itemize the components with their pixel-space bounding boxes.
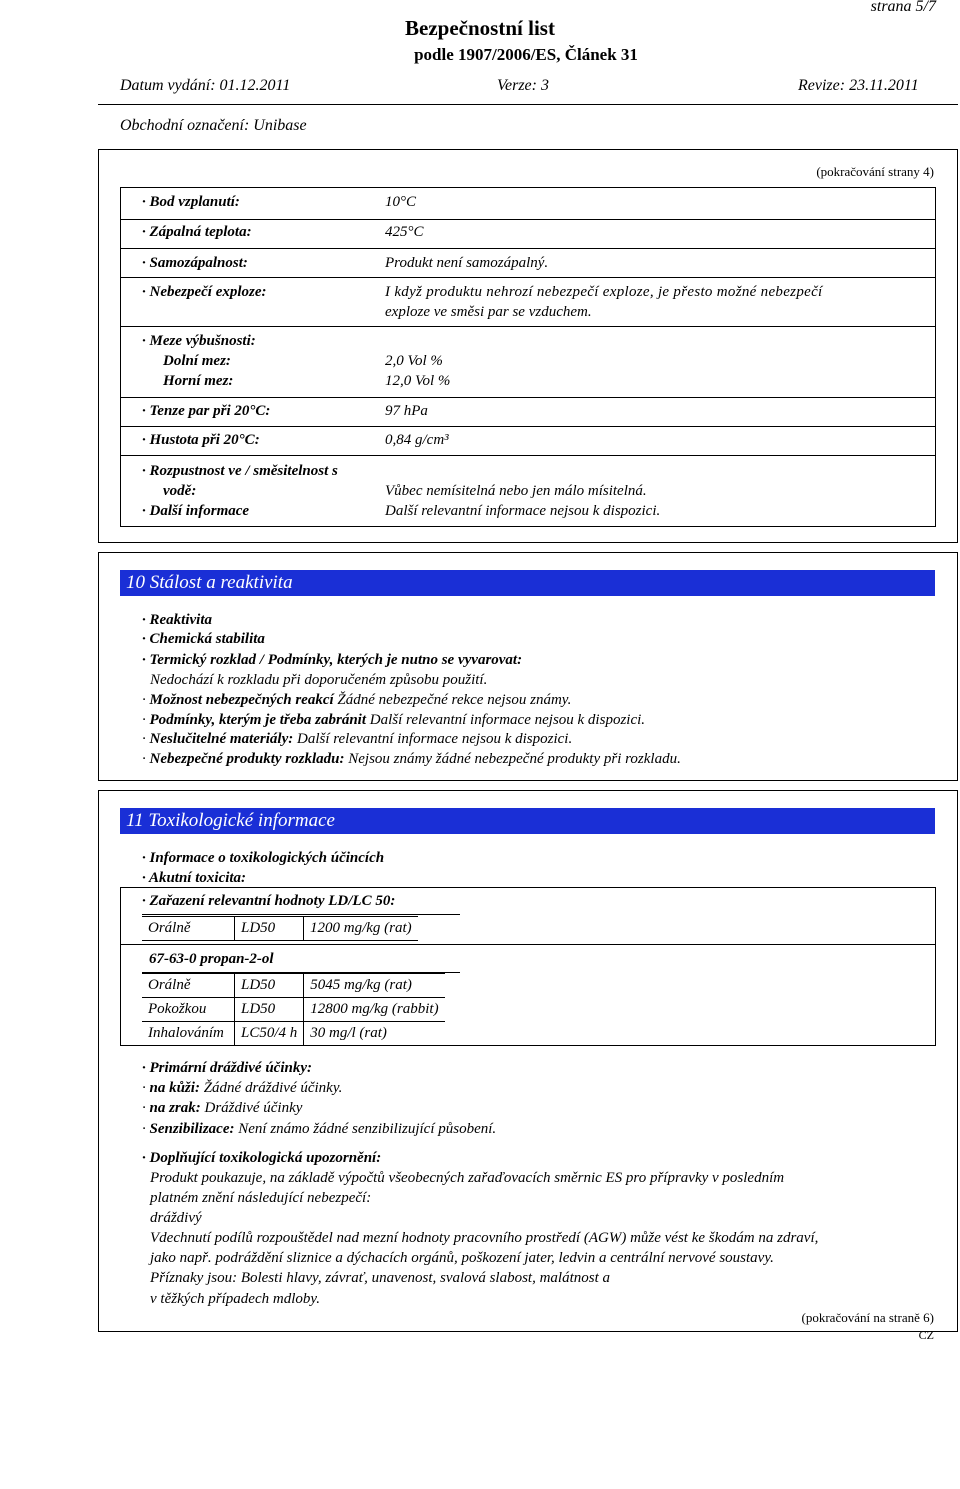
prop-value: 425°C — [385, 224, 424, 240]
decomposition-label: · Termický rozklad / Podmínky, kterých je nutno se vyvarovat: — [142, 652, 522, 669]
substance-label: 67-63-0 propan-2-ol — [149, 951, 274, 967]
prop-value: Produkt není samozápalný. — [385, 255, 549, 271]
prop-label: · Zápalná teplota: — [142, 224, 252, 241]
prop-label: · Rozpustnost ve / směsitelnost s — [142, 463, 338, 480]
table-row: Orálně LD50 1200 mg/kg (rat) — [142, 917, 418, 941]
hazardous-reactions: · Možnost nebezpečných reakcí Žádné nebezpečné rekce nejsou známy. — [142, 692, 572, 708]
prop-label: · Hustota při 20°C: — [142, 432, 260, 449]
skin-effect: · na kůži: Žádné dráždivé účinky. — [142, 1080, 343, 1096]
conditions-to-avoid: · Podmínky, kterým je třeba zabránit Další relevantní informace nejsou k dispozici. — [142, 712, 646, 728]
prop-label-cont: vodě: — [163, 483, 197, 499]
additional-tox-label: · Doplňující toxikologická upozornění: — [142, 1150, 381, 1167]
prop-value: 12,0 Vol % — [385, 373, 451, 389]
sensitization: · Senzibilizace: Není známo žádné senzibilizující působení. — [142, 1121, 497, 1137]
trade-name: Obchodní označení: Unibase — [120, 117, 307, 134]
prop-value: 97 hPa — [385, 403, 428, 419]
additional-tox-line: Vdechnutí podílů rozpouštědel nad mezní hodnoty pracovního prostředí (AGW) může vést ke škodám na zdraví, — [150, 1230, 819, 1246]
prop-value: Vůbec nemísitelná nebo jen málo mísitelná. — [385, 483, 647, 499]
page-number: strana 5/7 — [870, 0, 936, 15]
additional-tox-line: jako např. podráždění sliznice a dýchacích orgánů, poškození jater, ledvin a centrální nervové soustavy. — [150, 1250, 774, 1266]
prop-value: 10°C — [385, 194, 417, 210]
decomposition-products: · Nebezpečné produkty rozkladu: Nejsou známy žádné nebezpečné produkty při rozkladu. — [142, 751, 681, 767]
version: Verze: 3 — [497, 77, 549, 94]
prop-value: Další relevantní informace nejsou k dispozici. — [385, 503, 661, 519]
table-row: Inhalováním LC50/4 h 30 mg/l (rat) — [142, 1022, 445, 1046]
decomposition-text: Nedochází k rozkladu při doporučeném způsobu použití. — [150, 672, 488, 688]
header-divider — [98, 104, 958, 105]
issue-date: Datum vydání: 01.12.2011 — [120, 77, 291, 94]
primary-irritation-label: · Primární dráždivé účinky: — [142, 1060, 312, 1077]
revision-date: Revize: 23.11.2011 — [798, 77, 919, 94]
prop-label: · Další informace — [142, 503, 249, 520]
document-title: Bezpečnostní list — [405, 16, 555, 40]
continuation-note-bottom: (pokračování na straně 6) — [801, 1310, 934, 1325]
prop-label: · Tenze par při 20°C: — [142, 403, 270, 420]
prop-label: · Bod vzplanutí: — [142, 194, 240, 211]
incompatible-materials: · Neslučitelné materiály: Další relevantní informace nejsou k dispozici. — [142, 731, 573, 747]
ld-table-substance — [142, 973, 445, 1046]
prop-value-cont: exploze ve směsi par se vzduchem. — [385, 304, 592, 320]
additional-tox-line: v těžkých případech mdloby. — [150, 1291, 320, 1307]
document-subtitle: podle 1907/2006/ES, Článek 31 — [414, 45, 638, 64]
eye-effect: · na zrak: Dráždivé účinky — [142, 1100, 303, 1116]
additional-tox-line: Produkt poukazuje, na základě výpočtů všeobecných zařaďovacích směrnic ES pro přípravky v posledním — [150, 1170, 785, 1186]
ld-table-main — [142, 916, 418, 941]
prop-label: · Meze výbušnosti: — [142, 333, 256, 350]
continuation-note-top: (pokračování strany 4) — [816, 164, 934, 179]
prop-label: Horní mez: — [163, 373, 234, 389]
prop-value: 2,0 Vol % — [385, 353, 443, 369]
prop-label: · Samozápalnost: — [142, 255, 248, 272]
prop-label: Dolní mez: — [163, 353, 231, 369]
table-row: Orálně LD50 5045 mg/kg (rat) — [142, 974, 445, 998]
prop-label: · Nebezpečí exploze: — [142, 284, 267, 301]
ld-label: · Zařazení relevantní hodnoty LD/LC 50: — [142, 893, 395, 910]
reactivity: · Reaktivita — [142, 612, 212, 629]
additional-tox-line: Příznaky jsou: Bolesti hlavy, závrať, unavenost, svalová slabost, malátnost a — [150, 1270, 610, 1286]
chemical-stability: · Chemická stabilita — [142, 631, 265, 648]
prop-value: I když produktu nehrozí nebezpečí exploze, je přesto možné nebezpečí — [385, 284, 823, 300]
table-row: Pokožkou LD50 12800 mg/kg (rabbit) — [142, 998, 445, 1022]
section-10-header: 10 Stálost a reaktivita — [120, 570, 935, 596]
language-code: CZ — [918, 1328, 934, 1342]
section-11-header: 11 Toxikologické informace — [120, 808, 935, 834]
acute-toxicity-label: · Akutní toxicita: — [142, 870, 246, 887]
tox-info-label: · Informace o toxikologických účincích — [142, 850, 384, 867]
prop-value: 0,84 g/cm³ — [385, 432, 449, 448]
additional-tox-line: dráždivý — [150, 1210, 202, 1226]
additional-tox-line: platném znění následující nebezpečí: — [150, 1190, 372, 1206]
